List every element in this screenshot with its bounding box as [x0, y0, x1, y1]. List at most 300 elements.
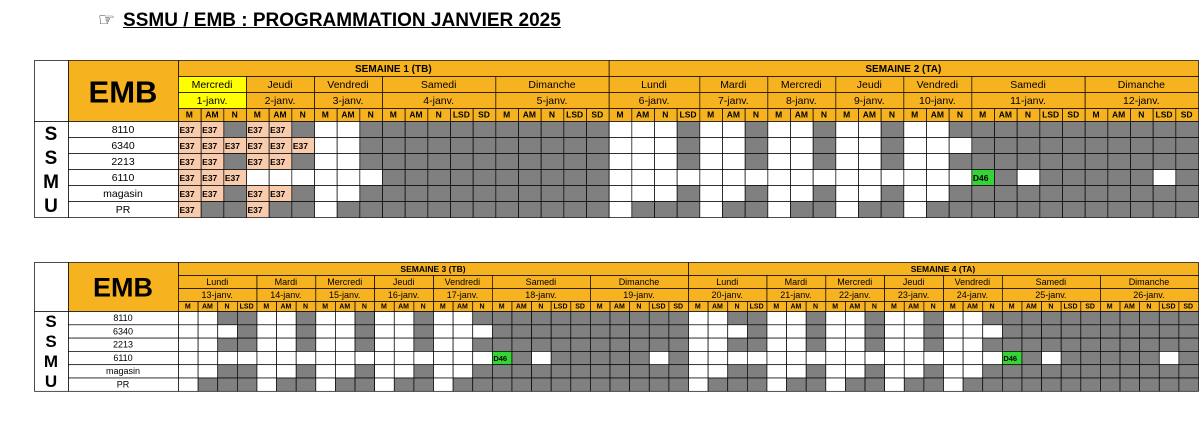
slot-label: LSD — [566, 109, 584, 120]
schedule-cell — [453, 338, 473, 351]
ssmu-letter: S — [45, 331, 57, 351]
schedule-cell — [473, 325, 493, 338]
schedule-cell — [316, 325, 336, 338]
schedule-cell — [277, 338, 297, 351]
schedule-cell — [1131, 154, 1154, 170]
assignment-code: E37 — [270, 157, 286, 167]
slot-label: M — [185, 109, 193, 120]
ssmu-letter: M — [43, 172, 59, 193]
schedule-cell — [451, 170, 474, 186]
row-label: 2213 — [112, 339, 134, 350]
row-label: 2213 — [111, 156, 135, 168]
assignment-code: E37 — [179, 173, 195, 183]
slot-label: AM — [201, 303, 213, 311]
day-date: 15-janv. — [329, 290, 361, 300]
schedule-cell — [337, 138, 360, 154]
schedule-cell — [453, 365, 473, 378]
day-name: Vendredi — [444, 277, 481, 287]
schedule-cell — [1108, 122, 1131, 138]
schedule-cell — [881, 202, 904, 218]
slot-label: N — [299, 109, 306, 120]
schedule-cell — [1153, 202, 1176, 218]
day-date: 2-janv. — [264, 95, 296, 107]
schedule-cell — [845, 351, 865, 364]
schedule-cell — [360, 202, 383, 218]
schedule-cell — [677, 122, 700, 138]
slot-label: AM — [1123, 303, 1135, 311]
schedule-cell — [787, 351, 807, 364]
schedule-cell — [708, 338, 728, 351]
row-label: magasin — [103, 188, 143, 200]
schedule-cell — [859, 138, 882, 154]
schedule-cell — [473, 170, 496, 186]
schedule-cell — [791, 138, 814, 154]
schedule-cell — [1131, 186, 1154, 202]
schedule-cell — [512, 338, 532, 351]
schedule-cell — [1017, 154, 1040, 170]
schedule-cell — [1108, 138, 1131, 154]
schedule-cell — [700, 202, 723, 218]
slot-label: LSD — [679, 109, 697, 120]
schedule-cell — [473, 378, 493, 391]
schedule-cell — [519, 186, 542, 202]
slot-label: SD — [1180, 109, 1193, 120]
assignment-code: E37 — [179, 141, 195, 151]
schedule-cell — [723, 186, 746, 202]
schedule-cell — [218, 378, 238, 391]
schedule-cell — [768, 186, 791, 202]
schedule-cell — [541, 186, 564, 202]
schedule-cell — [813, 122, 836, 138]
day-date: 16-janv. — [387, 290, 420, 300]
ssmu-letter: U — [44, 196, 58, 217]
slot-label: M — [596, 303, 603, 311]
day-name: Lundi — [641, 79, 667, 91]
schedule-cell — [564, 122, 587, 138]
slot-label: AM — [998, 109, 1012, 120]
schedule-cell — [587, 154, 610, 170]
pointing-hand-icon: ☞ — [98, 10, 116, 31]
slot-label: N — [956, 109, 964, 120]
schedule-cell — [865, 365, 885, 378]
schedule-cell — [375, 365, 395, 378]
schedule-cell — [649, 338, 669, 351]
schedule-cell — [335, 365, 355, 378]
schedule-cell — [473, 138, 496, 154]
schedule-cell — [813, 186, 836, 202]
schedule-cell — [944, 338, 964, 351]
schedule-cell — [689, 365, 709, 378]
schedule-cell — [1176, 170, 1199, 186]
schedule-cell — [609, 186, 632, 202]
schedule-cell — [551, 378, 571, 391]
schedule-cell — [708, 365, 728, 378]
schedule-cell — [496, 154, 519, 170]
slot-label: AM — [522, 109, 536, 120]
schedule-cell — [836, 154, 859, 170]
schedule-cell — [179, 365, 199, 378]
schedule-cell — [787, 378, 807, 391]
schedule-cell — [315, 202, 338, 218]
schedule-cell — [1042, 325, 1062, 338]
schedule-cell — [632, 202, 655, 218]
slot-label: N — [538, 303, 544, 311]
schedule-cell — [375, 312, 395, 325]
schedule-cell — [881, 170, 904, 186]
slot-label: AM — [280, 303, 292, 311]
slot-label: M — [439, 303, 446, 311]
schedule-cell — [201, 202, 224, 218]
schedule-cell — [813, 138, 836, 154]
schedule-cell — [394, 378, 414, 391]
schedule-cell — [700, 154, 723, 170]
schedule-cell — [496, 186, 519, 202]
schedule-cell — [375, 338, 395, 351]
schedule-cell — [689, 325, 709, 338]
schedule-cell — [1063, 186, 1086, 202]
schedule-cell — [924, 325, 944, 338]
schedule-cell — [428, 154, 451, 170]
schedule-cell — [904, 138, 927, 154]
schedule-cell — [859, 170, 882, 186]
assignment-code: E37 — [247, 157, 263, 167]
schedule-cell — [428, 138, 451, 154]
slot-label: M — [381, 303, 387, 311]
schedule-cell — [1140, 312, 1160, 325]
day-date: 26-janv. — [1133, 290, 1165, 300]
schedule-cell — [677, 154, 700, 170]
schedule-cell — [747, 365, 767, 378]
week-label: SEMAINE 1 (TB) — [354, 64, 432, 75]
schedule-cell — [1063, 170, 1086, 186]
schedule-cell — [995, 122, 1018, 138]
slot-label: AM — [398, 303, 410, 311]
schedule-cell — [496, 138, 519, 154]
schedule-cell — [337, 170, 360, 186]
schedule-cell — [949, 170, 972, 186]
schedule-cell — [708, 378, 728, 391]
schedule-cell — [1179, 312, 1199, 325]
schedule-cell — [257, 325, 277, 338]
schedule-cell — [700, 170, 723, 186]
day-name: Vendredi — [954, 277, 991, 287]
schedule-cell — [237, 312, 257, 325]
slot-label: AM — [613, 303, 625, 311]
schedule-cell — [632, 170, 655, 186]
schedule-cell — [383, 170, 406, 186]
schedule-cell — [836, 138, 859, 154]
schedule-cell — [1108, 202, 1131, 218]
slot-label: SD — [673, 303, 684, 311]
row-label: magasin — [105, 366, 141, 377]
slot-label: N — [930, 303, 936, 311]
schedule-cell — [655, 138, 678, 154]
schedule-cell — [745, 138, 768, 154]
schedule-cell — [564, 138, 587, 154]
slot-label: M — [694, 303, 701, 311]
schedule-cell — [532, 351, 552, 364]
schedule-cell — [434, 338, 454, 351]
schedule-cell — [1061, 312, 1081, 325]
ssmu-letter: S — [44, 124, 58, 145]
day-date: 21-janv. — [780, 290, 812, 300]
day-date: 18-janv. — [525, 290, 557, 300]
schedule-cell — [1040, 122, 1063, 138]
schedule-cell — [428, 170, 451, 186]
schedule-cell — [610, 365, 630, 378]
schedule-cell — [728, 351, 748, 364]
schedule-cell — [1040, 170, 1063, 186]
schedule-cell — [983, 312, 1003, 325]
schedule-cell — [532, 378, 552, 391]
week-label: SEMAINE 3 (TB) — [400, 264, 466, 274]
schedule-cell — [904, 325, 924, 338]
slot-label: M — [1092, 109, 1100, 120]
day-name: Dimanche — [1117, 79, 1165, 91]
schedule-cell — [806, 338, 826, 351]
schedule-cell — [723, 122, 746, 138]
schedule-cell — [590, 312, 610, 325]
schedule-cell — [1017, 170, 1040, 186]
row-label: PR — [116, 379, 130, 390]
schedule-cell — [405, 138, 428, 154]
schedule-cell — [609, 138, 632, 154]
slot-label: M — [1008, 303, 1015, 311]
schedule-cell — [610, 378, 630, 391]
schedule-cell — [927, 122, 950, 138]
schedule-cell — [768, 122, 791, 138]
schedule-cell — [473, 351, 493, 364]
schedule-cell — [1176, 122, 1199, 138]
schedule-cell — [541, 138, 564, 154]
schedule-cell — [983, 351, 1003, 364]
schedule-cell — [944, 378, 964, 391]
schedule-cell — [767, 325, 787, 338]
schedule-cell — [972, 186, 995, 202]
slot-label: N — [1146, 303, 1152, 311]
week-label: SEMAINE 4 (TA) — [910, 264, 976, 274]
schedule-cell — [1085, 122, 1108, 138]
schedule-cell — [277, 325, 297, 338]
schedule-cell — [963, 312, 983, 325]
slot-label: AM — [515, 303, 527, 311]
day-date: 4-janv. — [423, 95, 455, 107]
slot-label: LSD — [651, 303, 666, 311]
schedule-cell — [451, 138, 474, 154]
schedule-cell — [1120, 312, 1140, 325]
schedule-cell — [414, 325, 434, 338]
schedule-cell — [277, 312, 297, 325]
schedule-cell — [492, 365, 512, 378]
assignment-code: E37 — [202, 125, 218, 135]
slot-label: N — [224, 303, 230, 311]
schedule-cell — [949, 202, 972, 218]
slot-label: M — [979, 109, 987, 120]
schedule-cell — [836, 186, 859, 202]
slot-label: N — [367, 109, 374, 120]
schedule-cell — [551, 365, 571, 378]
schedule-cell — [609, 202, 632, 218]
slot-label: M — [503, 109, 511, 120]
schedule-cell — [845, 325, 865, 338]
schedule-cell — [1002, 325, 1022, 338]
schedule-cell — [630, 325, 650, 338]
day-name: Samedi — [420, 79, 457, 91]
schedule-cell — [723, 138, 746, 154]
schedule-cell — [1140, 325, 1160, 338]
schedule-cell — [924, 338, 944, 351]
schedule-cell — [383, 138, 406, 154]
slot-label: N — [636, 303, 642, 311]
slot-label: N — [812, 303, 819, 311]
schedule-cell — [995, 138, 1018, 154]
schedule-cell — [677, 170, 700, 186]
schedule-cell — [360, 122, 383, 138]
schedule-cell — [1179, 325, 1199, 338]
assignment-code: E37 — [270, 189, 286, 199]
schedule-cell — [836, 170, 859, 186]
schedule-cell — [865, 325, 885, 338]
schedule-cell — [355, 312, 375, 325]
schedule-cell — [1022, 351, 1042, 364]
schedule-cell — [1081, 325, 1101, 338]
schedule-cell — [949, 186, 972, 202]
schedule-cell — [453, 378, 473, 391]
schedule-cell — [1085, 138, 1108, 154]
schedule-cell — [723, 170, 746, 186]
day-name: Samedi — [1035, 277, 1067, 287]
schedule-cell — [723, 202, 746, 218]
schedule-cell — [904, 351, 924, 364]
schedule-cell — [689, 338, 709, 351]
schedule-cell — [237, 378, 257, 391]
schedule-cell — [881, 154, 904, 170]
schedule-cell — [434, 365, 454, 378]
schedule-cell — [836, 202, 859, 218]
schedule-cell — [747, 378, 767, 391]
schedule-cell — [689, 378, 709, 391]
slot-label: SD — [575, 303, 585, 311]
slot-label: M — [389, 109, 397, 120]
slot-label: M — [184, 303, 191, 311]
schedule-cell — [1176, 186, 1199, 202]
slot-label: AM — [409, 109, 423, 120]
slot-label: AM — [726, 109, 740, 120]
schedule-cell — [414, 365, 434, 378]
assignment-code: E37 — [179, 189, 195, 199]
schedule-cell — [590, 351, 610, 364]
schedule-table-1 — [34, 60, 1199, 218]
schedule-cell — [689, 351, 709, 364]
schedule-cell — [512, 365, 532, 378]
schedule-cell — [609, 154, 632, 170]
schedule-cell — [747, 338, 767, 351]
schedule-cell — [904, 122, 927, 138]
schedule-cell — [512, 325, 532, 338]
schedule-cell — [257, 338, 277, 351]
schedule-cell — [924, 351, 944, 364]
assignment-code: D46 — [972, 173, 989, 183]
schedule-cell — [315, 122, 338, 138]
schedule-cell — [1085, 186, 1108, 202]
schedule-cell — [1120, 325, 1140, 338]
schedule-cell — [519, 170, 542, 186]
schedule-cell — [337, 202, 360, 218]
day-date: 7-janv. — [717, 95, 749, 107]
schedule-cell — [315, 186, 338, 202]
schedule-cell — [590, 365, 610, 378]
schedule-cell — [1140, 351, 1160, 364]
schedule-cell — [630, 365, 650, 378]
schedule-cell — [296, 312, 316, 325]
schedule-cell — [972, 154, 995, 170]
schedule-cell — [218, 325, 238, 338]
schedule-cell — [453, 351, 473, 364]
slot-label: M — [773, 303, 780, 311]
schedule-cell — [335, 325, 355, 338]
day-date: 19-janv. — [623, 290, 655, 300]
slot-label: LSD — [239, 303, 254, 311]
schedule-cell — [813, 202, 836, 218]
day-date: 10-janv. — [919, 95, 956, 107]
schedule-cell — [632, 138, 655, 154]
schedule-cell — [1017, 186, 1040, 202]
schedule-cell — [1063, 138, 1086, 154]
schedule-cell — [904, 378, 924, 391]
schedule-cell — [669, 338, 689, 351]
schedule-cell — [292, 202, 315, 218]
schedule-cell — [865, 378, 885, 391]
schedule-cell — [375, 378, 395, 391]
schedule-cell — [885, 312, 905, 325]
schedule-cell — [277, 365, 297, 378]
schedule-cell — [405, 170, 428, 186]
schedule-cell — [257, 351, 277, 364]
schedule-cell — [655, 186, 678, 202]
slot-label: AM — [456, 303, 468, 311]
day-date: 8-janv. — [785, 95, 817, 107]
schedule-cell — [865, 312, 885, 325]
schedule-cell — [708, 312, 728, 325]
schedule-cell — [269, 202, 292, 218]
schedule-cell — [532, 338, 552, 351]
row-label: 6110 — [113, 352, 133, 363]
slot-label: AM — [273, 109, 287, 120]
schedule-cell — [963, 338, 983, 351]
schedule-cell — [394, 312, 414, 325]
schedule-cell — [904, 338, 924, 351]
schedule-cell — [1140, 338, 1160, 351]
day-name: Jeudi — [902, 277, 925, 287]
schedule-cell — [564, 202, 587, 218]
schedule-cell — [428, 202, 451, 218]
schedule-cell — [610, 351, 630, 364]
schedule-cell — [806, 378, 826, 391]
slot-label: N — [435, 109, 442, 120]
day-date: 17-janv. — [446, 290, 479, 300]
schedule-cell — [747, 351, 767, 364]
schedule-cell — [723, 154, 746, 170]
schedule-cell — [355, 365, 375, 378]
schedule-cell — [1081, 365, 1101, 378]
slot-label: N — [888, 109, 896, 120]
schedule-cell — [1100, 325, 1120, 338]
schedule-cell — [1085, 170, 1108, 186]
schedule-cell — [198, 351, 218, 364]
schedule-cell — [496, 170, 519, 186]
schedule-cell — [1042, 351, 1062, 364]
schedule-cell — [237, 365, 257, 378]
